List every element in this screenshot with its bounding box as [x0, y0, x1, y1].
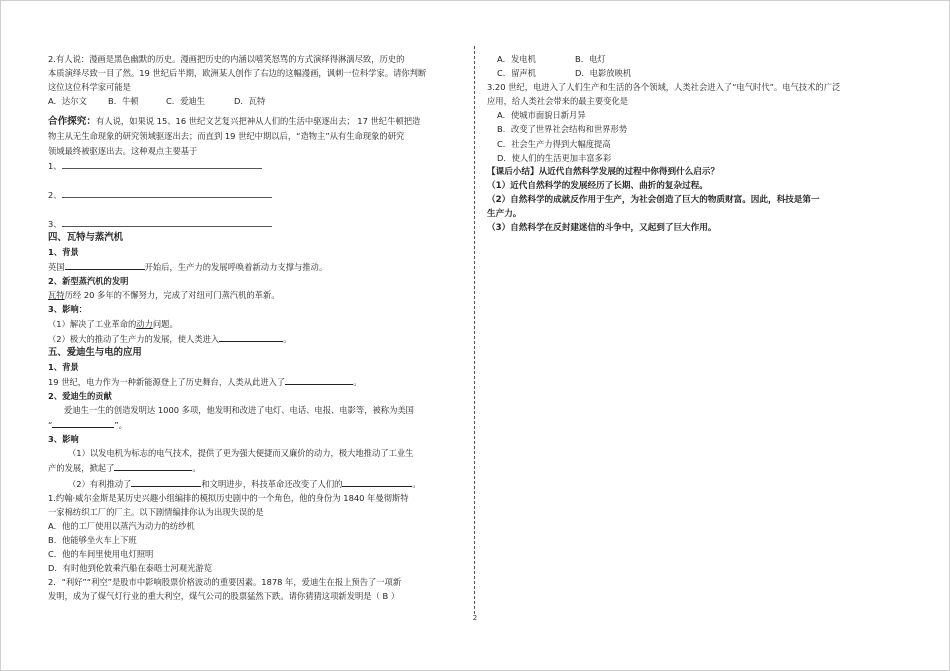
section4-title: 四、瓦特与蒸汽机 — [48, 231, 124, 243]
coop-para-line3: 领域最终被驱逐出去。这种观点主要基于 — [48, 145, 198, 156]
summary-item-2-line2: 生产力。 — [487, 209, 522, 220]
coop-para-line2: 物主从无生命现象的研究领域驱逐出去；而直到 19 世纪中期以后，“造物主”从有生命现象的研究 — [48, 131, 405, 142]
q2b-line1: 2．“利好”“利空”是股市中影响股票价格波动的重要因素。1878 年，爱迪生在报上预告了一项新 — [48, 577, 402, 588]
s5-impact-2-blank-b[interactable] — [342, 476, 412, 487]
q1-option-a: A．他的工厂使用以蒸汽为动力的纺纱机 — [48, 520, 195, 531]
s4-impact-2: （2）极大的推动了生产力的发展，使人类进入 。 — [48, 331, 466, 346]
q2-option-a: A．达尔文 — [48, 96, 87, 107]
s4-heading-impact: 3、影响： — [48, 304, 87, 315]
s5-impact-1-line2: 产的发展，掀起了 。 — [48, 460, 466, 475]
q3-option-d: D．使人们的生活更加丰富多彩 — [497, 152, 612, 163]
q-options-row1 — [487, 52, 905, 66]
answer-blank-2[interactable] — [62, 187, 272, 198]
option-d: D．电影放映机 — [575, 68, 632, 79]
summary-item-2-line1: （2）自然科学的成就反作用于生产，为社会创造了巨大的物质财富。因此，科技是第一 — [487, 194, 820, 205]
q2-option-d: D．瓦特 — [234, 96, 266, 107]
s4-heading-background: 1、背景 — [48, 247, 79, 258]
answer-blank-3[interactable] — [62, 216, 272, 227]
q-options-row2 — [487, 66, 905, 80]
option-a: A．发电机 — [497, 54, 536, 64]
s5-impact-2: （2）有利推动了 和文明进步，科技革命还改变了人们的 。 — [48, 476, 466, 491]
coop-label: 合作探究： — [48, 116, 96, 128]
option-c: C．留声机 — [497, 68, 536, 79]
s4-heading-invention: 2、新型蒸汽机的发明 — [48, 276, 129, 287]
s5-contribution-line1: 爱迪生一生的创造发明达 1000 多项，他发明和改进了电灯、电话、电报、电影等，被称为美国 — [64, 405, 414, 416]
s5-contribution-line2: “ ”。 — [48, 417, 466, 432]
column-divider — [474, 46, 475, 614]
q1-option-c: C．他的车间里使用电灯照明 — [48, 549, 154, 559]
summary-item-3: （3）自然科学在反封建迷信的斗争中，又起到了巨大作用。 — [487, 223, 717, 234]
q2-text-line3: 这位这位科学家可能是 — [48, 82, 131, 93]
answer-line-2: 2、 — [48, 187, 466, 202]
q3-option-a: A．使城市面貌日新月异 — [497, 110, 586, 121]
q2-option-c: C．爱迪生 — [166, 96, 205, 107]
q2-text-line1: 2.有人说：漫画是黑色幽默的历史。漫画把历史的内涵以嘻笑怒骂的方式演绎得淋漓尽致，历史的 — [48, 54, 405, 64]
coop-para-line1: 合作探究：有人说，如果说 15、16 世纪文艺复兴把神从人们的生活中驱逐出去； 17 世纪牛顿把造 — [48, 116, 421, 128]
option-b: B．电灯 — [575, 54, 606, 64]
q2-options — [48, 94, 466, 108]
summary-block — [487, 165, 905, 235]
right-column — [487, 52, 905, 235]
summary-title: 【课后小结】从近代自然科学发展的过程中你得到什么启示？ — [487, 166, 720, 177]
s5-impact-1-line1: （1）以发电机为标志的电气技术，提供了更为强大便捷而又廉价的动力，极大地推动了工业生 — [68, 448, 414, 459]
s5-impact-1-blank[interactable] — [114, 460, 192, 471]
s5-impact-2-blank-a[interactable] — [131, 476, 201, 487]
q2b-line2: 发明，成为了煤气灯行业的重大利空，煤气公司的股票猛然下跌。请你猜猜这项新发明是（ B ） — [48, 591, 400, 602]
q2-option-b: B．牛顿 — [108, 96, 139, 107]
s4-background-blank[interactable] — [65, 259, 145, 270]
q3-line2: 应用，给人类社会带来的最主要变化是 — [487, 96, 629, 107]
s5-heading-background: 1、背景 — [48, 361, 79, 372]
q1-option-d: D．有时他到伦敦乘汽船在泰晤士河观光游览 — [48, 563, 213, 574]
section5-title: 五、爱迪生与电的应用 — [48, 346, 142, 358]
q3-option-b: B．改变了世界社会结构和世界形势 — [497, 124, 628, 135]
q1-line1: 1.约翰·威尔金斯是某历史兴趣小组编排的模拟历史剧中的一个角色，他的身份为 1840 年曼彻斯特 — [48, 492, 409, 503]
q1-line2: 一家棉纺织工厂的厂主。以下剧情编排你认为出现失误的是 — [48, 506, 264, 517]
answer-blank-1[interactable] — [62, 158, 262, 169]
q1-option-b: B．他能够坐火车上下班 — [48, 534, 137, 545]
s5-heading-impact: 3、影响 — [48, 434, 79, 445]
s5-heading-contribution: 2、爱迪生的贡献 — [48, 390, 112, 401]
s4-impact-blank[interactable] — [219, 331, 283, 342]
page-number: 2 — [472, 614, 478, 622]
q2-text-line2: 本质演绎尽致一目了然。19 世纪后半期，欧洲某人创作了右边的这幅漫画，讽刺一位科学家。请你判断 — [48, 68, 427, 79]
s4-background-text: 英国 开始后，生产力的发展呼唤着新动力支撑与推动。 — [48, 259, 466, 274]
summary-item-1: （1）近代自然科学的发展经历了长期、曲折的复杂过程。 — [487, 180, 708, 191]
q3-line1: 3.20 世纪，电进入了人们生产和生活的各个领域，人类社会进入了“电气时代”。电气技术的广泛 — [487, 82, 841, 93]
answer-line-3: 3、 — [48, 216, 466, 231]
s5-contribution-blank[interactable] — [52, 417, 114, 428]
s4-impact-1: （1）解决了工业革命的动力问题。 — [48, 318, 178, 329]
s4-invention-text: 瓦特历经 20 多年的不懈努力，完成了对纽可门蒸汽机的革新。 — [48, 290, 280, 301]
answer-line-1: 1、 — [48, 158, 466, 173]
s5-background-text: 19 世纪，电力作为一种新能源登上了历史舞台，人类从此进入了 。 — [48, 374, 466, 389]
s5-background-blank[interactable] — [285, 374, 353, 385]
left-column — [48, 52, 466, 603]
q3-option-c: C．社会生产力得到大幅度提高 — [497, 138, 611, 149]
